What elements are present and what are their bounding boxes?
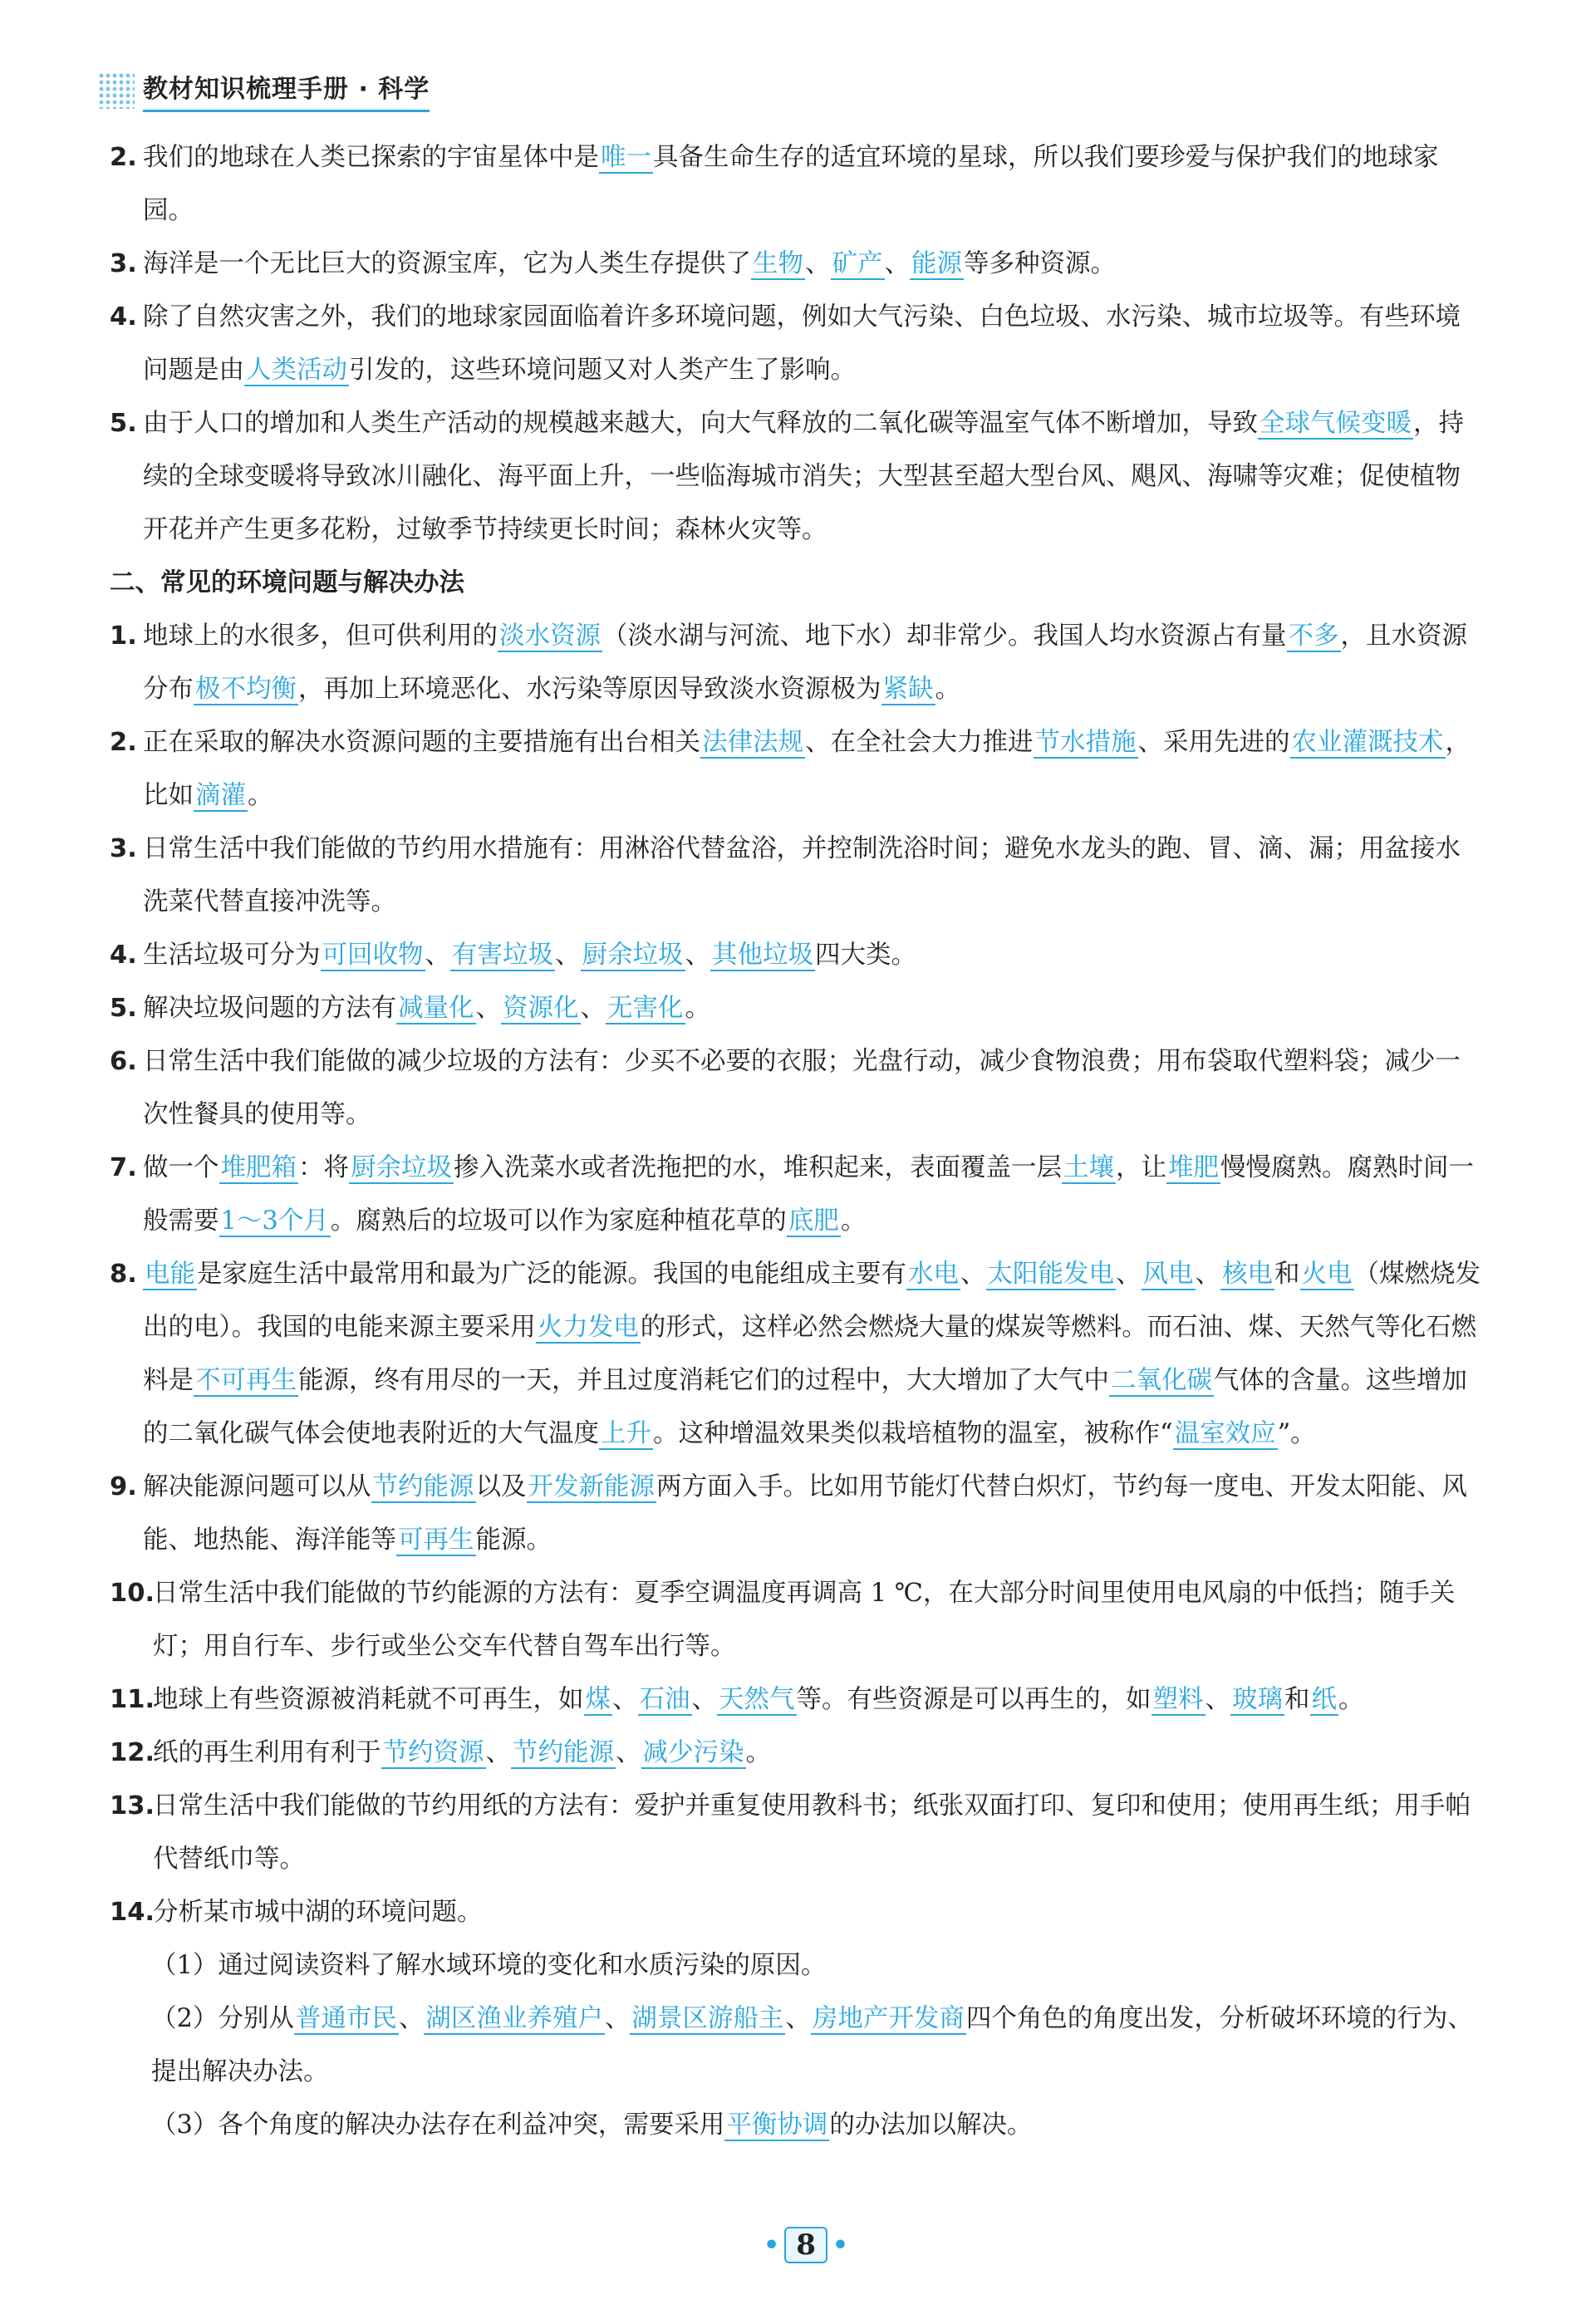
list-item <box>110 823 1481 929</box>
answer-blank: 电能 <box>145 1260 195 1289</box>
section-title: 二、常见的环境问题与解决办法 <box>110 568 464 597</box>
text-segment: 纸的再生利用有利于 <box>153 1738 381 1767</box>
answer-blank: 资源化 <box>503 994 579 1023</box>
answer-blank: 能源 <box>911 249 962 278</box>
answer-blank: 减量化 <box>398 994 474 1023</box>
header-title: 教材知识梳理手册 · 科学 <box>143 68 430 112</box>
answer-blank: 矿产 <box>832 249 883 278</box>
text-segment: 分别从 <box>218 2004 294 2033</box>
answer-blank: 土壤 <box>1063 1153 1114 1182</box>
text-segment: 地球上的水很多，但可供利用的 <box>143 622 498 651</box>
item-number: 1. <box>110 622 137 651</box>
text-segment: 气体的含量。这些增加的二氧化碳气体会使地表附近的大气温度 <box>143 1366 1467 1448</box>
answer-blank: 玻璃 <box>1232 1685 1283 1714</box>
answer-blank: 人类活动 <box>246 356 347 385</box>
item-text <box>218 2110 1032 2141</box>
text-segment: 日常生活中我们能做的减少垃圾的方法有：少买不必要的衣服；光盘行动，减少食物浪费；用布袋取代塑料袋；减少一次性餐具的使用等。 <box>143 1047 1461 1129</box>
text-segment: 生活垃圾可分为 <box>143 941 321 970</box>
answer-blank: 塑料 <box>1152 1685 1204 1714</box>
answer-blank: 石油 <box>639 1685 690 1714</box>
text-segment: 是家庭生活中最常用和最为广泛的能源。我国的电能组成主要有 <box>197 1260 906 1289</box>
text-segment: ，且水资源分布 <box>143 622 1467 704</box>
item-text <box>143 834 1461 916</box>
text-segment: 地球上有些资源被消耗就不可再生，如 <box>153 1685 584 1714</box>
text-segment: （煤燃烧发出的电）。我国的电能来源主要采用 <box>143 1260 1481 1342</box>
sub-item <box>110 1992 1481 2099</box>
answer-blank: 无害化 <box>607 994 684 1023</box>
item-text <box>153 1685 1364 1716</box>
text-segment: ，让 <box>1116 1153 1166 1182</box>
answer-blank: 极不均衡 <box>195 675 297 704</box>
answer-blank: 节约能源 <box>513 1738 614 1767</box>
page-number <box>759 2227 853 2263</box>
item-text <box>143 302 1461 386</box>
text-segment: 、 <box>485 1738 511 1767</box>
answer-blank: 核电 <box>1222 1260 1273 1289</box>
answer-blank: 有害垃圾 <box>452 941 553 970</box>
list-item <box>110 982 1481 1035</box>
content <box>110 131 1481 2152</box>
answer-blank: 不多 <box>1288 622 1339 651</box>
list-item <box>110 1567 1481 1673</box>
text-segment: 具备生命生存的适宜环境的星球，所以我们要珍爱与保护我们的地球家园。 <box>143 143 1439 225</box>
text-segment: 正在采取的解决水资源问题的主要措施有出台相关 <box>143 728 700 757</box>
item-number: 3. <box>110 834 137 863</box>
text-segment: 能源。 <box>475 1526 552 1555</box>
answer-blank: 可回收物 <box>322 941 424 970</box>
text-segment: 各个角度的解决办法存在利益冲突，需要采用 <box>218 2110 725 2140</box>
text-segment: 、 <box>805 249 831 278</box>
item-text <box>143 1472 1467 1556</box>
text-segment: 四大类。 <box>815 941 916 970</box>
item-text <box>153 1738 771 1769</box>
answer-blank: 其他垃圾 <box>712 941 813 970</box>
text-segment: 、 <box>398 2004 425 2033</box>
list-item <box>110 610 1481 716</box>
item-number: （3） <box>151 2110 219 2140</box>
list-item <box>110 1461 1481 1567</box>
text-segment: 、 <box>884 249 910 278</box>
text-segment: 通过阅读资料了解水域环境的变化和水质污染的原因。 <box>218 1951 827 1980</box>
text-segment: 。这种增温效果类似栽培植物的温室，被称作“ <box>653 1419 1173 1448</box>
answer-blank: 湖区渔业养殖户 <box>425 2004 603 2033</box>
text-segment: 等。有些资源是可以再生的，如 <box>796 1685 1152 1714</box>
item-number: 2. <box>110 728 137 757</box>
text-segment: ，再加上环境恶化、水污染等原因导致淡水资源极为 <box>298 675 881 704</box>
text-segment: 。 <box>1338 1685 1364 1714</box>
text-segment: （淡水湖与河流、地下水）却非常少。我国人均水资源占有量 <box>602 622 1287 651</box>
answer-blank: 唯一 <box>601 143 651 172</box>
answer-blank: 不可再生 <box>195 1366 297 1395</box>
answer-blank: 二氧化碳 <box>1111 1366 1212 1395</box>
answer-blank: 煤 <box>585 1685 611 1714</box>
item-number: 13. <box>110 1791 155 1820</box>
item-number: 7. <box>110 1153 137 1182</box>
list-section-2 <box>110 610 1481 1939</box>
text-segment: 以及 <box>475 1472 527 1501</box>
item-text <box>143 249 1116 280</box>
answer-blank: 农业灌溉技术 <box>1291 728 1444 757</box>
dot-icon: • <box>832 2230 849 2260</box>
answer-blank: 可再生 <box>398 1526 474 1555</box>
item-number: 6. <box>110 1047 137 1076</box>
answer-blank: 平衡协调 <box>726 2110 828 2140</box>
answer-blank: 厨余垃圾 <box>351 1153 452 1182</box>
item-text <box>151 2004 1473 2086</box>
item-number: 8. <box>110 1260 137 1289</box>
list-item <box>110 929 1481 982</box>
item-text <box>143 728 1471 812</box>
item-number: 5. <box>110 994 137 1023</box>
item-number: 10. <box>110 1579 155 1608</box>
text-segment: 。 <box>685 994 710 1023</box>
item-number: 11. <box>110 1685 155 1714</box>
answer-blank: 淡水资源 <box>499 622 601 651</box>
sub-list <box>110 1939 1481 2152</box>
answer-blank: 节水措施 <box>1034 728 1137 757</box>
answer-blank: 水电 <box>908 1260 959 1289</box>
answer-blank: 滴灌 <box>195 781 246 810</box>
item-text <box>143 143 1439 225</box>
list-item <box>110 131 1481 238</box>
answer-blank: 火力发电 <box>537 1313 639 1342</box>
text-segment: ：将 <box>298 1153 349 1182</box>
text-segment: 四个角色的角度出发，分析破坏环境的行为、提出解决办法。 <box>151 2004 1473 2086</box>
page-header <box>98 68 430 112</box>
text-segment: 、 <box>1205 1685 1230 1714</box>
answer-blank: 火电 <box>1301 1260 1353 1289</box>
list-item <box>110 1886 1481 1939</box>
text-segment: 解决能源问题可以从 <box>143 1472 371 1501</box>
list-section-1 <box>110 131 1481 557</box>
text-segment: 、 <box>691 1685 717 1714</box>
text-segment: 和 <box>1274 1260 1300 1289</box>
list-item <box>110 716 1481 823</box>
answer-blank: 风电 <box>1142 1260 1194 1289</box>
text-segment: 由于人口的增加和人类生产活动的规模越来越大，向大气释放的二氧化碳等温室气体不断增加，导致 <box>143 409 1258 438</box>
text-segment: 的办法加以解决。 <box>829 2110 1033 2140</box>
item-number: 4. <box>110 941 137 970</box>
text-segment: 。 <box>248 781 273 810</box>
answer-blank: 全球气候变暖 <box>1260 409 1412 438</box>
item-number: （2） <box>151 2004 219 2033</box>
list-item <box>110 1142 1481 1248</box>
item-number: （1） <box>151 1951 219 1980</box>
text-segment: 、 <box>1195 1260 1220 1289</box>
text-segment: 分析某市城中湖的环境问题。 <box>153 1898 483 1927</box>
list-item <box>110 1673 1481 1727</box>
item-text <box>153 1898 483 1927</box>
item-number: 3. <box>110 249 137 278</box>
item-text <box>143 1047 1461 1129</box>
item-text <box>143 409 1464 544</box>
item-text <box>143 941 916 971</box>
text-segment: 、 <box>1116 1260 1142 1289</box>
text-segment: 除了自然灾害之外，我们的地球家园面临着许多环境问题，例如大气污染、白色垃圾、水污染、城市垃圾等。有些环境问题是由 <box>143 302 1461 385</box>
text-segment: ”。 <box>1277 1419 1316 1448</box>
sub-item <box>110 2099 1481 2152</box>
answer-blank: 1～3个月 <box>220 1206 329 1236</box>
item-text <box>153 1579 1455 1661</box>
answer-blank: 纸 <box>1311 1685 1337 1714</box>
text-segment: 的形式，这样必然会燃烧大量的煤炭等燃料。而石油、煤、天然气等化石燃料是 <box>143 1313 1477 1395</box>
answer-blank: 天然气 <box>719 1685 795 1714</box>
page-number-value: 8 <box>784 2227 827 2263</box>
item-number: 12. <box>110 1738 155 1767</box>
text-segment: ，持续的全球变暖将导致冰川融化、海平面上升，一些临海城市消失；大型甚至超大型台风、飓风、海啸等灾难；促使植物开花并产生更多花粉，过敏季节持续更长时间；森林火灾等。 <box>143 409 1464 544</box>
text-segment: 引发的，这些环境问题又对人类产生了影响。 <box>349 356 856 385</box>
answer-blank: 节约能源 <box>372 1472 474 1501</box>
item-text <box>143 1153 1474 1237</box>
text-segment: 日常生活中我们能做的节约能源的方法有：夏季空调温度再调高 1 ℃，在大部分时间里使用电风扇的中低挡；随手关灯；用自行车、步行或坐公交车代替自驾车出行等。 <box>153 1579 1456 1661</box>
answer-blank: 温室效应 <box>1174 1419 1276 1448</box>
text-segment: 解决垃圾问题的方法有 <box>143 994 396 1023</box>
answer-blank: 紧缺 <box>882 675 934 704</box>
item-number: 4. <box>110 302 137 332</box>
answer-blank: 上升 <box>601 1419 651 1448</box>
item-text <box>143 994 710 1024</box>
text-segment: 、 <box>555 941 581 970</box>
text-segment: 。腐熟后的垃圾可以作为家庭种植花草的 <box>330 1206 787 1236</box>
answer-blank: 房地产开发商 <box>812 2004 965 2033</box>
text-segment: 日常生活中我们能做的节约用纸的方法有：爱护并重复使用教科书；纸张双面打印、复印和使用；使用再生纸；用手帕代替纸巾等。 <box>153 1791 1471 1874</box>
text-segment: 两方面入手。比如用节能灯代替白炽灯，节约每一度电、开发太阳能、风能、地热能、海洋能等 <box>143 1472 1467 1555</box>
answer-blank: 生物 <box>753 249 803 278</box>
text-segment: 、采用先进的 <box>1137 728 1290 757</box>
answer-blank: 太阳能发电 <box>987 1260 1114 1289</box>
text-segment: 、 <box>612 1685 638 1714</box>
dot-icon: • <box>764 2230 780 2260</box>
text-segment: 、 <box>475 994 501 1023</box>
answer-blank: 法律法规 <box>702 728 803 757</box>
text-segment: 、 <box>425 941 450 970</box>
text-segment: ，比如 <box>143 728 1471 810</box>
list-item <box>110 1035 1481 1142</box>
item-text <box>143 1260 1481 1450</box>
item-text <box>143 622 1467 705</box>
text-segment: 等多种资源。 <box>964 249 1116 278</box>
text-segment: 、 <box>580 994 606 1023</box>
answer-blank: 底肥 <box>788 1206 839 1236</box>
answer-blank: 普通市民 <box>295 2004 397 2033</box>
text-segment: 、 <box>960 1260 986 1289</box>
text-segment: 、 <box>604 2004 631 2033</box>
text-segment: 。 <box>935 675 960 704</box>
text-segment: 海洋是一个无比巨大的资源宝库，它为人类生存提供了 <box>143 249 751 278</box>
list-item <box>110 397 1481 557</box>
text-segment: 日常生活中我们能做的节约用水措施有：用淋浴代替盆浴，并控制洗浴时间；避免水龙头的跑、冒、滴、漏；用盆接水洗菜代替直接冲洗等。 <box>143 834 1461 916</box>
list-item <box>110 1780 1481 1886</box>
item-number: 5. <box>110 409 137 438</box>
text-segment: 、 <box>685 941 710 970</box>
answer-blank: 堆肥箱 <box>220 1153 297 1182</box>
text-segment: 。 <box>840 1206 867 1236</box>
item-number: 9. <box>110 1472 137 1501</box>
answer-blank: 湖景区游船主 <box>631 2004 784 2033</box>
list-item <box>110 1248 1481 1461</box>
text-segment: 掺入洗菜水或者洗拖把的水，堆积起来，表面覆盖一层 <box>454 1153 1062 1182</box>
item-number: 14. <box>110 1898 155 1927</box>
sub-item <box>110 1939 1481 1992</box>
text-segment: 能源，终有用尽的一天，并且过度消耗它们的过程中，大大增加了大气中 <box>298 1366 1109 1395</box>
item-text <box>153 1791 1471 1874</box>
answer-blank: 堆肥 <box>1168 1153 1219 1182</box>
list-item <box>110 1727 1481 1780</box>
text-segment: 和 <box>1284 1685 1310 1714</box>
answer-blank: 开发新能源 <box>528 1472 655 1501</box>
list-item <box>110 291 1481 397</box>
item-number: 2. <box>110 143 137 172</box>
answer-blank: 厨余垃圾 <box>582 941 684 970</box>
text-segment: 、 <box>785 2004 811 2033</box>
answer-blank: 节约资源 <box>382 1738 484 1767</box>
item-text <box>218 1951 826 1980</box>
text-segment: 、 <box>616 1738 641 1767</box>
answer-blank: 减少污染 <box>642 1738 744 1767</box>
text-segment: 、在全社会大力推进 <box>805 728 1034 757</box>
text-segment: 慢慢腐熟。腐熟时间一般需要 <box>143 1153 1474 1236</box>
text-segment: 。 <box>745 1738 771 1767</box>
dot-grid-icon <box>98 72 135 109</box>
list-item <box>110 238 1481 291</box>
text-segment: 做一个 <box>143 1153 219 1182</box>
text-segment: 我们的地球在人类已探索的宇宙星体中是 <box>143 143 599 172</box>
